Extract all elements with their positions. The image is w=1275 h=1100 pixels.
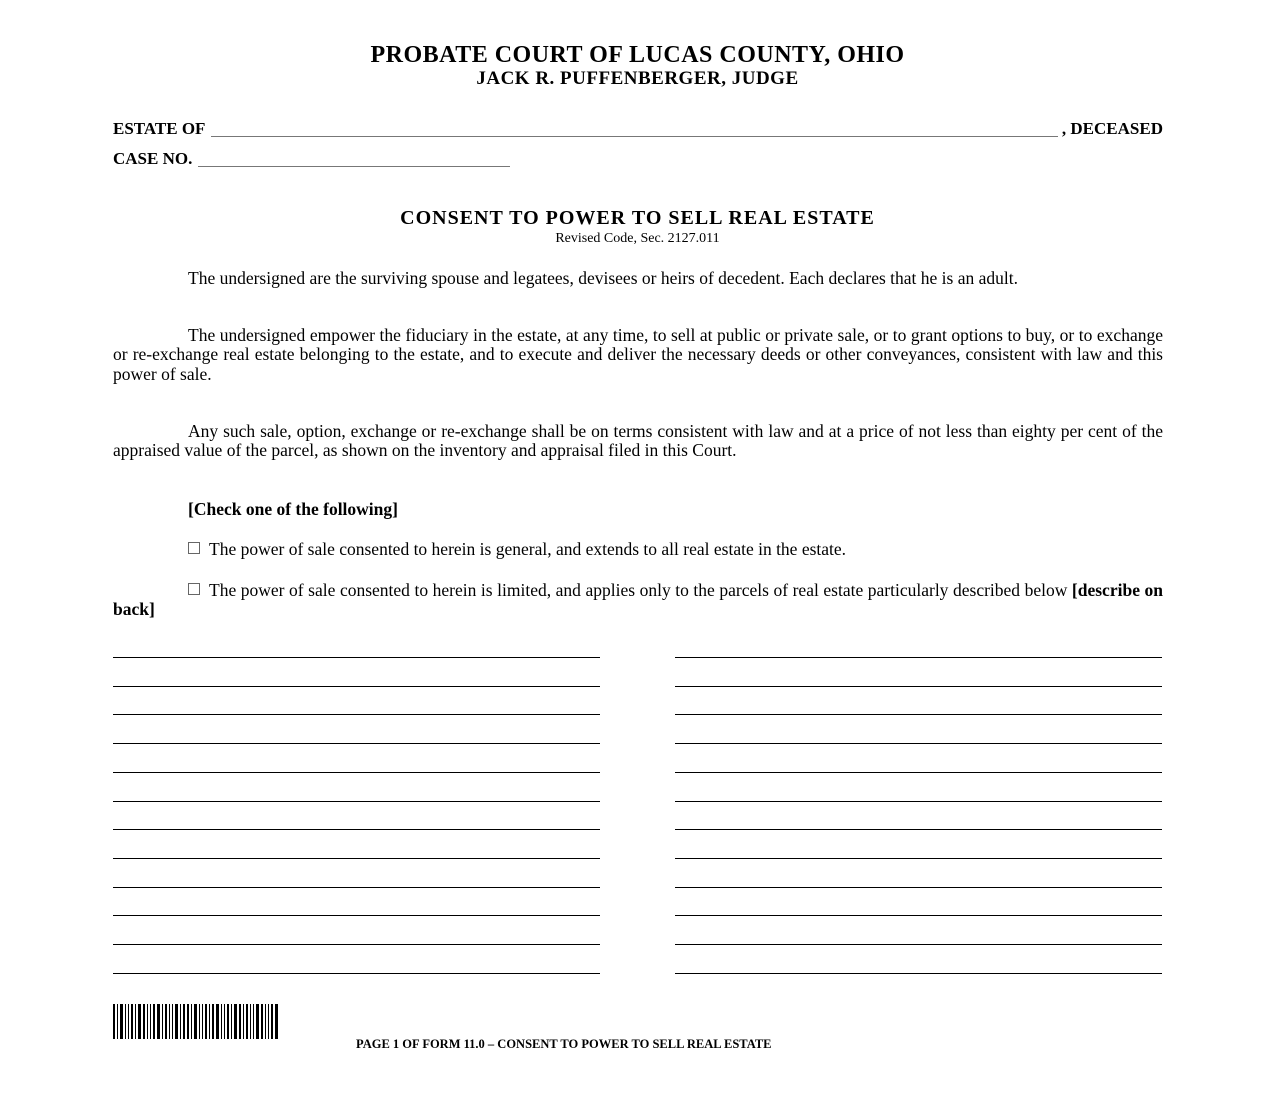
signature-line[interactable] (675, 973, 1162, 974)
barcode-bar (183, 1004, 185, 1039)
barcode-bar (212, 1004, 214, 1039)
barcode (113, 1004, 280, 1039)
signature-line[interactable] (675, 915, 1162, 916)
option-general (113, 540, 1163, 559)
barcode-bar (153, 1004, 155, 1039)
barcode-bar (172, 1004, 173, 1039)
signature-line[interactable] (113, 743, 600, 744)
barcode-bar (243, 1004, 244, 1039)
barcode-bar (231, 1004, 232, 1039)
form-subtitle: Revised Code, Sec. 2127.011 (555, 231, 720, 246)
barcode-bar (165, 1004, 167, 1039)
signature-line[interactable] (113, 829, 600, 830)
barcode-bar (271, 1004, 273, 1039)
barcode-bar (209, 1004, 210, 1039)
barcode-bar (147, 1004, 148, 1039)
barcode-bar (265, 1004, 266, 1039)
signature-line[interactable] (113, 714, 600, 715)
barcode-bar (162, 1004, 163, 1039)
signature-line[interactable] (675, 887, 1162, 888)
estate-row (113, 119, 1163, 139)
signature-line[interactable] (113, 772, 600, 773)
barcode-bar (194, 1004, 197, 1039)
check-instruction: [Check one of the following] (188, 499, 398, 519)
signature-line[interactable] (675, 686, 1162, 687)
barcode-bar (120, 1004, 123, 1039)
describe-on-back-note: [describe on back] (113, 580, 1163, 620)
court-title: PROBATE COURT OF LUCAS COUNTY, OHIO (370, 42, 905, 68)
signature-line[interactable] (113, 686, 600, 687)
limited-power-checkbox[interactable] (188, 583, 200, 595)
case-number-field[interactable] (198, 152, 510, 167)
signature-line[interactable] (113, 657, 600, 658)
judge-title: JACK R. PUFFENBERGER, JUDGE (476, 68, 799, 89)
deceased-label: , DECEASED (1061, 119, 1163, 138)
signature-line[interactable] (113, 915, 600, 916)
signature-line[interactable] (113, 944, 600, 945)
barcode-bar (256, 1004, 259, 1039)
option-limited (113, 581, 1163, 620)
signature-line[interactable] (675, 829, 1162, 830)
signature-line[interactable] (113, 858, 600, 859)
barcode-bar (250, 1004, 251, 1039)
option-limited-text: The power of sale consented to herein is limited, and applies only to the parcels of real estate particularly described below (209, 580, 1068, 600)
barcode-bar (253, 1004, 254, 1039)
barcode-bar (150, 1004, 151, 1039)
estate-label: ESTATE OF (113, 119, 206, 138)
signature-line[interactable] (113, 801, 600, 802)
barcode-bar (224, 1004, 225, 1039)
signature-line[interactable] (113, 887, 600, 888)
barcode-bar (143, 1004, 145, 1039)
case-row (113, 149, 1163, 169)
barcode-bar (175, 1004, 178, 1039)
signature-line[interactable] (675, 944, 1162, 945)
general-power-checkbox[interactable] (188, 542, 200, 554)
barcode-bar (125, 1004, 126, 1039)
signature-line[interactable] (675, 657, 1162, 658)
signature-line[interactable] (113, 973, 600, 974)
barcode-bar (187, 1004, 189, 1039)
barcode-bar (199, 1004, 200, 1039)
barcode-bar (275, 1004, 278, 1039)
option-general-text: The power of sale consented to herein is general, and extends to all real estate in the estate. (209, 539, 847, 559)
paragraph-empowerment: The undersigned empower the fiduciary in the estate, at any time, to sell at public or private sale, or to grant options to buy, or to exchange or re-exchange real estate belonging to the estate, and to execute and deliver the necessary deeds or other conveyances, consistent with law and this power of sale. (113, 325, 1163, 384)
barcode-bar (216, 1004, 219, 1039)
barcode-bar (117, 1004, 118, 1039)
barcode-bar (128, 1004, 129, 1039)
paragraph-declaration: The undersigned are the surviving spouse and legatees, devisees or heirs of decedent. Each declares that he is an adult. (188, 268, 1018, 288)
barcode-bar (261, 1004, 263, 1039)
barcode-bar (191, 1004, 192, 1039)
barcode-bar (169, 1004, 170, 1039)
barcode-bar (227, 1004, 229, 1039)
barcode-bar (135, 1004, 136, 1039)
estate-name-field[interactable] (211, 122, 1057, 137)
page-footer: PAGE 1 OF FORM 11.0 – CONSENT TO POWER TO SELL REAL ESTATE (356, 1037, 772, 1051)
barcode-bar (234, 1004, 237, 1039)
paragraph-terms: Any such sale, option, exchange or re-exchange shall be on terms consistent with law and at a price of not less than eighty per cent of the appraised value of the parcel, as shown on the inventory and appraisal filed in this Court. (113, 421, 1163, 461)
signature-line[interactable] (675, 743, 1162, 744)
barcode-bar (239, 1004, 241, 1039)
case-label: CASE NO. (113, 149, 193, 168)
barcode-bar (205, 1004, 207, 1039)
barcode-bar (157, 1004, 160, 1039)
barcode-bar (221, 1004, 222, 1039)
barcode-bar (180, 1004, 181, 1039)
barcode-bar (131, 1004, 133, 1039)
barcode-bar (268, 1004, 269, 1039)
barcode-bar (202, 1004, 203, 1039)
signature-line[interactable] (675, 801, 1162, 802)
barcode-bar (113, 1004, 115, 1039)
signature-line[interactable] (675, 714, 1162, 715)
barcode-bar (246, 1004, 248, 1039)
signature-line[interactable] (675, 858, 1162, 859)
signature-line[interactable] (675, 772, 1162, 773)
form-title: CONSENT TO POWER TO SELL REAL ESTATE (400, 207, 875, 229)
barcode-bar (138, 1004, 141, 1039)
